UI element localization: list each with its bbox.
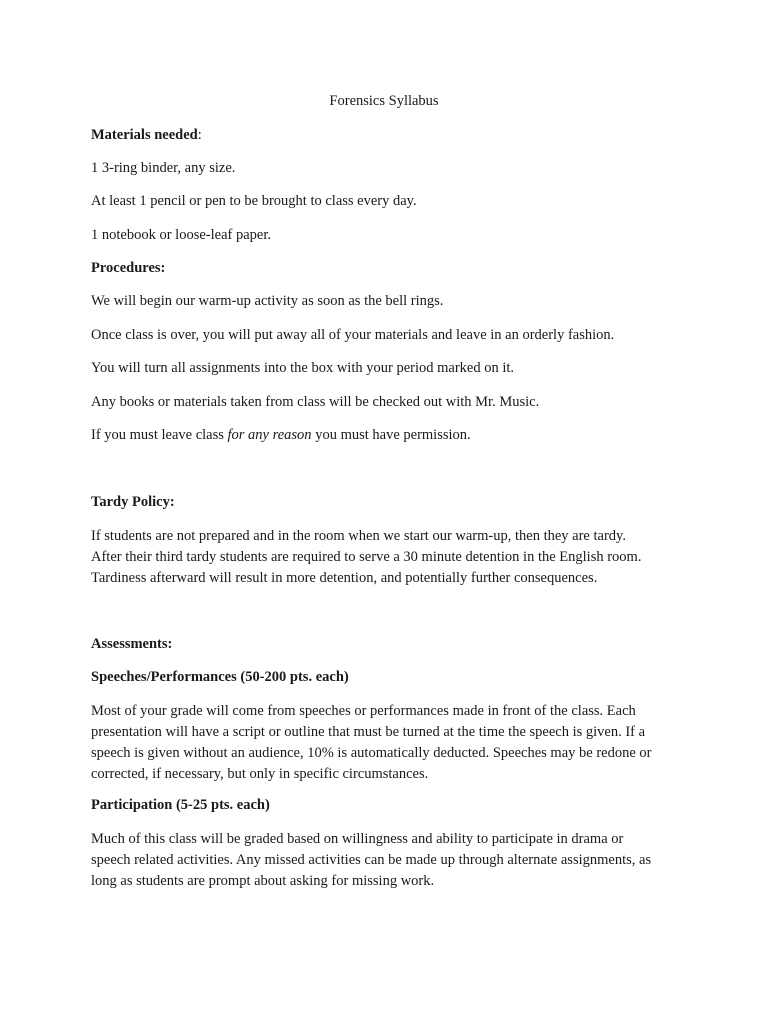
speeches-line: speech is given without an audience, 10% is automatically deducted. Speeches may be redone or bbox=[91, 745, 652, 761]
tardy-heading: Tardy Policy: bbox=[91, 494, 175, 510]
leave-prefix: If you must leave class bbox=[91, 427, 228, 443]
tardy-line: If students are not prepared and in the room when we start our warm-up, then they are tardy. bbox=[91, 528, 626, 544]
materials-item: 1 notebook or loose-leaf paper. bbox=[91, 227, 271, 243]
materials-heading: Materials needed bbox=[91, 127, 198, 143]
leave-emphasis: for any reason bbox=[227, 427, 312, 443]
speeches-line: presentation will have a script or outline that must be turned at the time the speech is given. If a bbox=[91, 724, 646, 740]
materials-item: At least 1 pencil or pen to be brought to class every day. bbox=[91, 193, 417, 209]
procedures-heading: Procedures: bbox=[91, 260, 166, 276]
participation-line: speech related activities. Any missed activities can be made up through alternate assignments, as bbox=[91, 852, 652, 868]
assessments-heading: Assessments: bbox=[91, 636, 173, 652]
speeches-line: corrected, if necessary, but only in specific circumstances. bbox=[91, 766, 429, 782]
materials-item: 1 3-ring binder, any size. bbox=[91, 160, 236, 176]
speeches-line: Most of your grade will come from speeches or performances made in front of the class. Each bbox=[91, 703, 636, 719]
tardy-line: After their third tardy students are required to serve a 30 minute detention in the English room. bbox=[91, 549, 642, 565]
participation-heading: Participation (5-25 pts. each) bbox=[91, 797, 270, 813]
tardy-line: Tardiness afterward will result in more detention, and potentially further consequences. bbox=[91, 570, 598, 586]
participation-line: long as students are prompt about asking for missing work. bbox=[91, 873, 435, 889]
leave-suffix: you must have permission. bbox=[311, 427, 471, 443]
procedures-item: Once class is over, you will put away all of your materials and leave in an orderly fashion. bbox=[91, 327, 615, 343]
speeches-heading: Speeches/Performances (50-200 pts. each) bbox=[91, 669, 349, 685]
procedures-item: We will begin our warm-up activity as soon as the bell rings. bbox=[91, 293, 444, 309]
procedures-item: You will turn all assignments into the box with your period marked on it. bbox=[91, 360, 515, 376]
page-title: Forensics Syllabus bbox=[329, 93, 439, 109]
procedures-item: Any books or materials taken from class will be checked out with Mr. Music. bbox=[91, 394, 540, 410]
participation-paragraph bbox=[91, 829, 691, 892]
participation-line: Much of this class will be graded based on willingness and ability to participate in drama or bbox=[91, 831, 624, 847]
procedures-leave-line bbox=[91, 425, 471, 446]
speeches-paragraph bbox=[91, 701, 691, 785]
materials-heading-line bbox=[91, 125, 202, 146]
tardy-paragraph bbox=[91, 526, 691, 589]
materials-heading-colon: : bbox=[197, 127, 202, 143]
